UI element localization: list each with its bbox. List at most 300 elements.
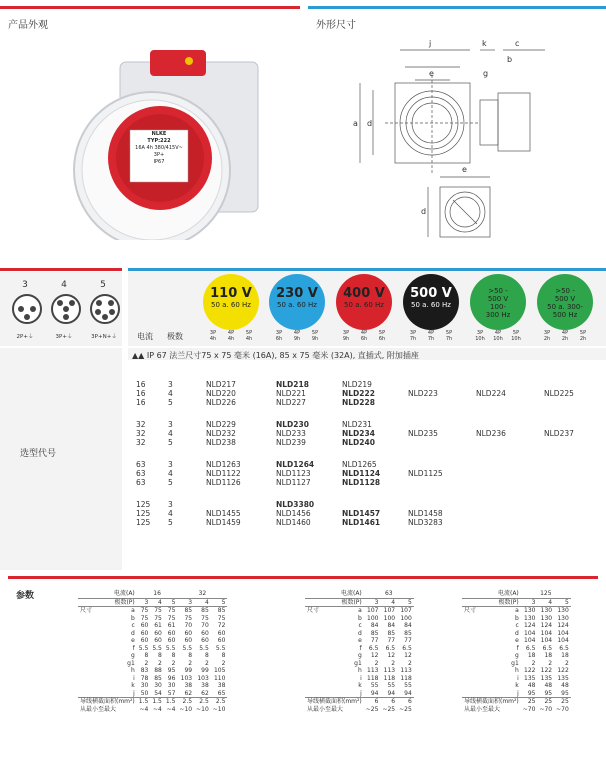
param-cell: 12 <box>370 652 379 659</box>
code-cell: NLD234 <box>342 429 375 438</box>
code-cell <box>342 447 408 460</box>
param-cell: 2.5 <box>211 698 228 706</box>
param-cell: 60 <box>167 637 176 644</box>
param-cell: 55 <box>387 682 396 689</box>
param-cell: 113 <box>367 667 379 674</box>
param-cell: 57 <box>167 689 176 697</box>
code-cell <box>206 500 276 509</box>
code-cell <box>206 447 276 460</box>
pole-hour-label: 3P 7h <box>409 330 417 342</box>
code-cell: NLD1457 <box>342 509 381 518</box>
param-cell: 2 <box>548 659 553 667</box>
code-cell <box>408 380 476 389</box>
code-cell <box>408 407 476 420</box>
param-cell <box>305 630 328 638</box>
dimensions-title: 外形尺寸 <box>316 20 356 31</box>
code-cell <box>342 500 408 509</box>
pole-hour-label: 4P 7h <box>427 330 435 342</box>
table-row <box>136 407 604 420</box>
param-cell <box>78 637 101 645</box>
param-cell: 25 <box>554 698 571 706</box>
param-cell: 4 <box>380 598 397 607</box>
param-cell <box>305 667 328 675</box>
code-cell: 32 <box>136 429 146 438</box>
param-cell: 85 <box>177 607 194 615</box>
code-cell: 16 <box>136 380 146 389</box>
selection-header-bar-blue <box>128 268 606 271</box>
param-cell: 62 <box>201 689 209 697</box>
param-cell: 75 <box>164 607 178 615</box>
param-cell: 2.5 <box>177 698 194 706</box>
param-cell: 极数(P) <box>328 598 364 607</box>
code-cell: 63 <box>136 460 146 469</box>
table-row <box>136 469 604 478</box>
param-cell: ~4 <box>153 705 162 713</box>
param-cell: 6.5 <box>385 644 396 652</box>
param-cell: ~4 <box>139 705 149 713</box>
code-cell: NLD226 <box>206 398 236 407</box>
param-cell: 104 <box>557 629 569 637</box>
param-cell: 2.5 <box>194 698 211 706</box>
code-cell: NLD1127 <box>276 478 311 487</box>
param-cell: 99 <box>184 667 193 674</box>
dim-letter-d: d <box>367 119 373 128</box>
param-cell: 107 <box>397 607 414 615</box>
param-cell: 104 <box>540 637 553 644</box>
code-cell <box>544 460 604 469</box>
param-cell: 130 <box>540 614 553 622</box>
table-row <box>136 487 604 500</box>
param-cell: i <box>133 674 135 682</box>
param-cell: h <box>514 667 519 674</box>
dim-letter-c: c <box>515 39 520 48</box>
voltage-110v: 110 V 50 a. 60 Hz <box>203 274 259 330</box>
param-cell: 38 <box>184 682 193 689</box>
code-cell: NLD231 <box>342 420 372 429</box>
param-cell: 5 <box>397 598 414 607</box>
param-cell: 70 <box>184 622 193 629</box>
code-cell: NLD1460 <box>276 518 311 527</box>
param-cell: ~25 <box>399 705 412 713</box>
param-cell: 极数(P) <box>485 598 521 607</box>
param-cell: 18 <box>544 652 553 659</box>
code-cell <box>476 518 544 527</box>
param-cell <box>462 667 485 675</box>
param-cell: 124 <box>540 622 553 629</box>
param-cell: i <box>360 674 362 682</box>
pole-hour-label: 3P 10h <box>475 330 485 342</box>
param-cell: 尺寸 <box>462 607 485 615</box>
code-cell: NLD224 <box>476 389 506 398</box>
param-cell <box>462 690 485 698</box>
param-cell: 1.5 <box>152 698 162 705</box>
param-cell: 60 <box>154 637 162 644</box>
pole-hour-label: 4P 9h <box>293 330 301 342</box>
param-cell: 1.5 <box>138 698 149 705</box>
param-cell: 5.5 <box>199 644 209 652</box>
param-cell: k <box>358 682 362 689</box>
param-cell: b <box>514 614 519 622</box>
param-cell: 63 <box>384 590 393 597</box>
param-cell: 8 <box>158 652 162 659</box>
code-cell <box>476 407 544 420</box>
param-cell: 导线横截面积(mm²) <box>80 698 135 705</box>
param-cell: 电流(A) <box>113 590 135 597</box>
param-cell: 84 <box>387 622 396 629</box>
code-cell: NLD1263 <box>206 460 241 469</box>
param-cell: 6.5 <box>525 644 536 652</box>
param-cell: 导线横截面积(mm²) <box>464 698 519 705</box>
param-cell: 88 <box>154 667 162 674</box>
code-cell <box>342 487 408 500</box>
param-cell: 60 <box>184 637 193 644</box>
param-cell: c <box>131 622 135 629</box>
param-cell: 95 <box>167 667 176 674</box>
code-cell <box>206 407 276 420</box>
param-cell: 62 <box>184 689 193 697</box>
code-cell: NLD1264 <box>276 460 315 469</box>
param-cell: 77 <box>387 637 396 644</box>
param-cell: 95 <box>561 689 569 697</box>
param-cell: b <box>357 614 362 622</box>
param-cell: 54 <box>154 689 162 697</box>
param-cell: h <box>357 667 362 674</box>
voltage-500v-300-500hz: >50 - 500 V 50 a. 300- 500 Hz <box>537 274 593 330</box>
param-cell: e <box>515 637 519 644</box>
param-cell: ~4 <box>166 705 176 713</box>
param-cell: 104 <box>540 629 553 637</box>
code-cell: 4 <box>168 509 173 518</box>
param-cell: g1 <box>354 659 362 667</box>
selection-title: 选型代号 <box>20 449 57 459</box>
code-cell: 32 <box>136 438 146 447</box>
param-cell: 2 <box>407 659 412 667</box>
param-cell: 107 <box>380 607 397 615</box>
voltage-230v: 230 V 50 a. 60 Hz <box>269 274 325 330</box>
param-cell: 5 <box>211 598 228 607</box>
param-cell: 77 <box>370 637 379 644</box>
code-cell: 4 <box>168 429 173 438</box>
table-row <box>136 500 604 509</box>
param-cell: 122 <box>524 667 536 674</box>
param-cell <box>305 682 328 690</box>
param-cell: 2 <box>188 659 193 667</box>
code-cell: NLD1265 <box>342 460 377 469</box>
product-label <box>131 131 187 166</box>
param-cell: 72 <box>217 622 226 629</box>
param-cell: 75 <box>154 614 162 622</box>
param-cell: 75 <box>140 614 149 622</box>
param-cell: d <box>514 629 519 637</box>
param-cell: 2 <box>171 659 176 667</box>
code-cell: 4 <box>168 469 173 478</box>
table-row <box>136 447 604 460</box>
pin-count-4: 4 <box>61 280 67 290</box>
code-cell: NLD223 <box>408 389 438 398</box>
param-cell: 60 <box>140 629 149 637</box>
param-cell <box>78 622 101 630</box>
param-cell: 12 <box>404 652 412 659</box>
param-cell: 95 <box>527 689 536 697</box>
param-cell: 8 <box>171 652 176 659</box>
code-cell: 125 <box>136 509 151 518</box>
voltage-500v: 500 V 50 a. 60 Hz <box>403 274 459 330</box>
pin-count-5: 5 <box>100 280 106 290</box>
code-cell <box>476 398 544 407</box>
voltage-400v: 400 V 50 a. 60 Hz <box>336 274 392 330</box>
param-cell: 5 <box>164 598 178 607</box>
param-cell: 60 <box>217 629 226 637</box>
param-cell: 8 <box>204 652 209 659</box>
code-cell <box>206 487 276 500</box>
code-cell: 5 <box>168 398 173 407</box>
params-header-bar <box>8 576 598 579</box>
param-cell: 6 <box>364 698 381 706</box>
param-cell: 61 <box>167 622 176 629</box>
param-cell: 75 <box>201 614 209 622</box>
code-cell <box>476 478 544 487</box>
param-cell: 104 <box>557 637 569 644</box>
code-cell: NLD232 <box>206 429 236 438</box>
param-cell: 5.5 <box>165 644 176 652</box>
param-cell <box>305 598 328 607</box>
code-cell: NLD1456 <box>276 509 311 518</box>
param-cell: j <box>360 689 362 697</box>
dimension-drawing <box>345 35 555 240</box>
code-cell <box>408 500 476 509</box>
pin-count-3: 3 <box>22 280 28 290</box>
param-cell <box>78 690 101 698</box>
pole-hour-label: 4P 4h <box>227 330 235 342</box>
pole-hour-label: 5P 4h <box>245 330 253 342</box>
param-cell: ~25 <box>382 705 396 713</box>
param-cell: 6.5 <box>368 644 379 652</box>
param-cell <box>462 590 485 598</box>
code-cell <box>476 509 544 518</box>
param-cell: 100 <box>367 614 379 622</box>
code-cell <box>476 438 544 447</box>
param-cell: 130 <box>557 614 569 622</box>
param-cell: 2 <box>144 659 149 667</box>
dimensions-header-bar <box>308 6 606 9</box>
code-cell: NLD229 <box>206 420 236 429</box>
param-cell: 124 <box>524 622 536 629</box>
param-cell: 135 <box>540 674 553 682</box>
appearance-header-bar <box>0 6 300 9</box>
param-table-63 <box>305 590 414 713</box>
code-cell: 63 <box>136 478 146 487</box>
param-cell: 60 <box>201 637 209 644</box>
code-cell <box>408 398 476 407</box>
code-cell: NLD1126 <box>206 478 241 487</box>
code-cell <box>408 460 476 469</box>
dim-letter-e: e <box>429 69 434 78</box>
param-cell: 130 <box>537 607 554 615</box>
param-cell: k <box>131 682 135 689</box>
dim-letter-e2: e <box>462 165 467 174</box>
param-cell: 100 <box>400 614 412 622</box>
code-cell <box>168 447 206 460</box>
param-cell: 38 <box>217 682 226 689</box>
param-cell: 3 <box>137 598 151 607</box>
pole-hour-label: 3P 4h <box>209 330 217 342</box>
poles-header: 极数 <box>167 332 183 341</box>
pole-hour-label: 5P 2h <box>579 330 587 342</box>
code-cell: 3 <box>168 500 173 509</box>
dim-letter-g: g <box>483 69 489 78</box>
code-cell: NLD227 <box>276 398 306 407</box>
param-cell: 30 <box>140 682 149 689</box>
param-cell: 从最小至最大 <box>80 705 117 713</box>
pin-label-4: 3P+⏚ <box>55 334 73 340</box>
param-cell: 25 <box>537 698 554 706</box>
param-cell: 70 <box>201 622 209 629</box>
code-cell: 5 <box>168 518 173 527</box>
param-cell: g <box>357 652 362 659</box>
param-cell: j <box>133 689 135 697</box>
param-cell <box>78 652 101 660</box>
param-cell: 12 <box>387 652 396 659</box>
code-cell: NLD1125 <box>408 469 443 478</box>
code-cell: NLD233 <box>276 429 306 438</box>
param-cell <box>462 682 485 690</box>
param-cell: 60 <box>140 622 149 629</box>
param-cell: c <box>358 622 362 629</box>
param-cell: 2 <box>391 659 396 667</box>
param-cell: a <box>101 607 137 615</box>
code-cell <box>544 398 604 407</box>
code-cell <box>544 407 604 420</box>
param-cell: 65 <box>217 689 226 697</box>
param-cell: 6 <box>397 698 414 706</box>
param-cell <box>305 675 328 683</box>
code-cell: NLD225 <box>544 389 574 398</box>
param-cell: i <box>517 674 519 682</box>
code-cell: NLD1458 <box>408 509 443 518</box>
code-cell: NLD235 <box>408 429 438 438</box>
param-cell: 105 <box>213 667 226 674</box>
param-cell: 118 <box>367 674 379 682</box>
table-row <box>136 518 604 527</box>
param-cell: f <box>359 644 362 652</box>
param-cell: 5.5 <box>215 644 226 652</box>
param-cell: c <box>515 622 519 629</box>
param-cell: f <box>516 644 519 652</box>
table-row <box>136 380 604 389</box>
code-cell <box>408 447 476 460</box>
code-cell: NLD217 <box>206 380 236 389</box>
code-cell <box>136 407 168 420</box>
param-cell: e <box>358 637 362 644</box>
param-cell: 75 <box>167 614 176 622</box>
code-cell <box>476 420 544 429</box>
param-cell: a <box>485 607 521 615</box>
code-cell: NLD1459 <box>206 518 241 527</box>
pole-hour-label: 3P 9h <box>342 330 350 342</box>
param-cell <box>305 637 328 645</box>
param-cell <box>462 645 485 653</box>
product-ip: IP67 <box>153 159 165 165</box>
code-cell: NLD240 <box>342 438 375 447</box>
param-cell: 96 <box>167 674 176 682</box>
code-cell <box>168 407 206 420</box>
code-cell: NLD3380 <box>276 500 315 509</box>
param-cell <box>78 667 101 675</box>
pin-diagram-icons <box>10 293 120 327</box>
ip-note <box>132 350 419 361</box>
pole-hour-label: 5P 9h <box>311 330 319 342</box>
code-cell <box>476 487 544 500</box>
code-cell: NLD237 <box>544 429 574 438</box>
code-cell <box>544 447 604 460</box>
dim-letter-k: k <box>482 39 487 48</box>
param-cell: 30 <box>154 682 162 689</box>
params-title: 参数 <box>16 591 35 601</box>
param-cell <box>305 690 328 698</box>
dim-letter-d2: d <box>421 207 427 216</box>
param-cell: 48 <box>561 682 569 689</box>
code-cell <box>408 478 476 487</box>
pole-hour-label: 3P 6h <box>275 330 283 342</box>
param-cell: 2 <box>374 659 379 667</box>
code-cell: NLD1461 <box>342 518 381 527</box>
param-cell: 85 <box>404 629 412 637</box>
param-cell <box>462 622 485 630</box>
code-cell: NLD218 <box>276 380 309 389</box>
param-cell <box>462 615 485 623</box>
param-cell: ~10 <box>212 705 226 713</box>
selection-panel <box>0 348 122 570</box>
code-cell: 16 <box>136 389 146 398</box>
param-cell <box>305 615 328 623</box>
param-cell: 60 <box>167 629 176 637</box>
param-cell: 85 <box>370 629 379 637</box>
pole-hour-label: 5P 10h <box>511 330 521 342</box>
param-cell <box>462 630 485 638</box>
param-cell: j <box>517 689 519 697</box>
param-cell: 94 <box>370 689 379 697</box>
code-cell: NLD222 <box>342 389 375 398</box>
param-cell: 2 <box>531 659 536 667</box>
param-cell: h <box>130 667 135 674</box>
param-cell: ~70 <box>539 705 553 713</box>
param-cell: d <box>357 629 362 637</box>
param-cell: 113 <box>400 667 412 674</box>
param-cell: 16 <box>153 590 161 597</box>
code-cell: NLD3283 <box>408 518 443 527</box>
code-cell: NLD230 <box>276 420 309 429</box>
param-cell: 6.5 <box>542 644 553 652</box>
param-cell: 94 <box>387 689 396 697</box>
code-cell <box>544 380 604 389</box>
code-cell <box>276 407 342 420</box>
param-cell: 84 <box>404 622 412 629</box>
pin-label-5: 3P+N+⏚ <box>91 334 117 340</box>
product-brand: NLKE <box>151 131 167 137</box>
code-cell <box>476 500 544 509</box>
param-cell: 6.5 <box>559 644 569 652</box>
param-cell: 6 <box>380 698 397 706</box>
param-cell: 60 <box>154 629 162 637</box>
table-row <box>136 438 604 447</box>
code-cell <box>544 469 604 478</box>
param-cell <box>78 630 101 638</box>
param-cell: 107 <box>364 607 381 615</box>
param-cell: 2 <box>221 659 226 667</box>
param-cell: 75 <box>137 607 151 615</box>
param-cell: ~70 <box>522 705 536 713</box>
pole-hour-label: 4P 2h <box>561 330 569 342</box>
